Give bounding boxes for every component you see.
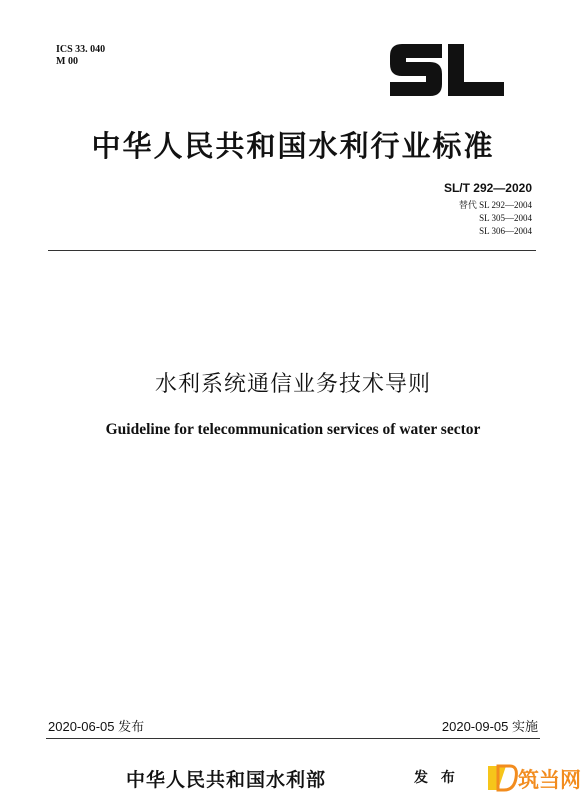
bottom-divider — [46, 738, 540, 739]
replaced-standard: SL 305—2004 — [479, 213, 532, 223]
category-code: M 00 — [56, 56, 78, 67]
top-divider — [48, 250, 536, 251]
replaced-standards — [459, 199, 532, 238]
document-title-en: Guideline for telecommunication services of water sector — [105, 421, 481, 438]
replaced-standard: SL 306—2004 — [479, 226, 532, 236]
standard-number: SL/T 292—2020 — [443, 181, 532, 195]
effective-date: 2020-09-05 实施 — [441, 719, 538, 734]
industry-standard-title: 中华人民共和国水利行业标准 — [91, 129, 495, 163]
publisher-name: 中华人民共和国水利部 — [126, 769, 327, 791]
sl-logo-l — [448, 44, 504, 96]
watermark-text: 筑当网 — [518, 768, 581, 792]
publish-label: 发 布 — [414, 770, 459, 786]
replaced-standard: 替代 SL 292—2004 — [458, 200, 532, 210]
release-date: 2020-06-05 发布 — [48, 719, 145, 734]
zhudangwang-watermark — [484, 758, 584, 798]
ics-code: ICS 33. 040 — [56, 44, 106, 55]
sl-logo — [388, 38, 506, 102]
classification-codes — [56, 44, 105, 68]
document-title-zh: 水利系统通信业务技术导则 — [154, 372, 431, 397]
sl-logo-s — [390, 44, 442, 96]
